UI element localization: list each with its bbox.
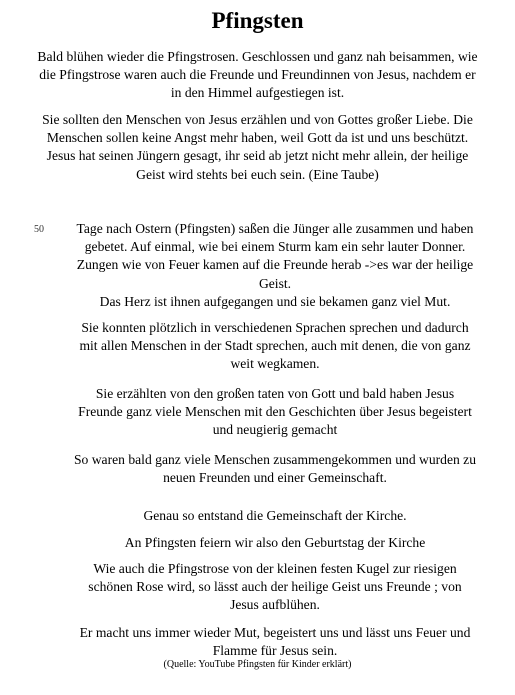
paragraph-line: An Pfingsten feiern wir also den Geburtstag der Kirche: [124, 535, 426, 550]
paragraph-line: und neugierig gemacht: [212, 422, 338, 438]
paragraph-line: neuen Freunden und einer Gemeinschaft.: [163, 470, 387, 486]
paragraph-10: [50, 624, 500, 660]
paragraph-line: Sie sollten den Menschen von Jesus erzählen und von Gottes großer Liebe. Die: [42, 112, 473, 127]
paragraph-line: Bald blühen wieder die Pfingstrosen. Geschlossen und ganz nah beisammen, wie: [37, 49, 478, 64]
paragraph-1: [0, 48, 515, 103]
paragraph-line: Sie erzählten von den großen taten von Gott und bald haben Jesus: [95, 386, 455, 401]
paragraph-line: in den Himmel aufgestiegen ist.: [170, 85, 345, 101]
line-number-marker: 50: [34, 224, 44, 235]
paragraph-4: [50, 319, 500, 374]
source-citation: (Quelle: YouTube Pfingsten für Kinder erklärt): [163, 659, 352, 670]
page-title: Pfingsten: [211, 8, 304, 33]
paragraph-line: Freunde ganz viele Menschen mit den Geschichten über Jesus begeistert: [78, 404, 472, 420]
paragraph-line: weit wegkamen.: [230, 356, 320, 372]
paragraph-9: [50, 560, 500, 615]
paragraph-line: Genau so entstand die Gemeinschaft der Kirche.: [143, 508, 407, 523]
paragraph-5: [50, 385, 500, 440]
paragraph-3: [50, 220, 500, 311]
paragraph-line: Geist.: [258, 275, 292, 291]
paragraph-line: schönen Rose wird, so lässt auch der heilige Geist uns Freunde ; von: [88, 579, 462, 595]
paragraph-line: Sie konnten plötzlich in verschiedenen Sprachen sprechen und dadurch: [81, 320, 469, 335]
paragraph-line: Er macht uns immer wieder Mut, begeistert uns und lässt uns Feuer und: [79, 625, 471, 640]
paragraph-line: mit allen Menschen in der Stadt sprechen, auch mit denen, die von ganz: [79, 338, 471, 354]
paragraph-2: [0, 111, 515, 184]
paragraph-line: Zungen wie von Feuer kamen auf die Freunde herab ->es war der heilige: [76, 257, 474, 273]
paragraph-line: die Pfingstrose waren auch die Freunde und Freundinnen von Jesus, nachdem er: [39, 67, 476, 83]
paragraph-line: Menschen sollen keine Angst mehr haben, weil Gott da ist und uns beschützt.: [46, 130, 469, 146]
paragraph-line: Das Herz ist ihnen aufgegangen und sie bekamen ganz viel Mut.: [99, 293, 451, 309]
paragraph-8: [50, 534, 500, 552]
paragraph-line: gebetet. Auf einmal, wie bei einem Sturm kam ein sehr lauter Donner.: [84, 239, 466, 255]
paragraph-6: [50, 451, 500, 487]
paragraph-7: [50, 507, 500, 525]
paragraph-line: Jesus aufblühen.: [230, 597, 320, 613]
paragraph-line: Jesus hat seinen Jüngern gesagt, ihr seid ab jetzt nicht mehr allein, der heilige: [46, 148, 469, 164]
paragraph-line: Tage nach Ostern (Pfingsten) saßen die Jünger alle zusammen und haben: [76, 221, 474, 236]
paragraph-line: Wie auch die Pfingstrose von der kleinen festen Kugel zur riesigen: [93, 561, 457, 576]
paragraph-line: So waren bald ganz viele Menschen zusammengekommen und wurden zu: [73, 452, 477, 467]
paragraph-line: Flamme für Jesus sein.: [212, 643, 338, 659]
paragraph-line: Geist wird stehts bei euch sein. (Eine Taube): [136, 166, 379, 182]
